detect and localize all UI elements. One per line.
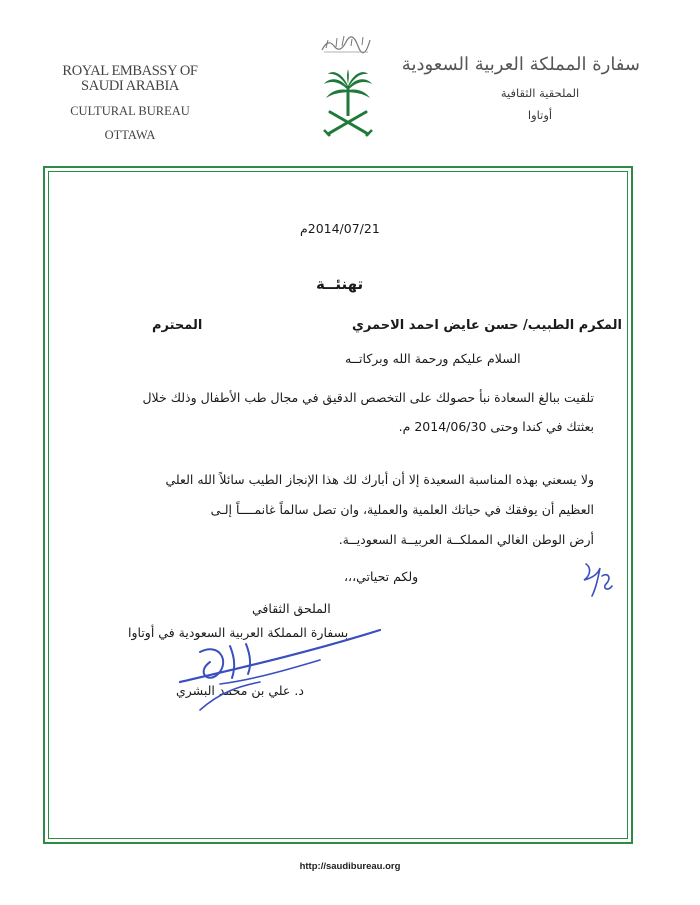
letterhead-english <box>40 64 220 141</box>
paragraph-wishes <box>104 472 594 547</box>
bureau-name-arabic: الملحقية الثقافية <box>500 86 580 100</box>
calligraphy-mark-icon <box>318 32 374 54</box>
letterhead-arabic <box>401 54 640 122</box>
signatory-title: الملحق الثقافي <box>252 601 331 616</box>
embassy-name-arabic: سفارة المملكة العربية السعودية <box>401 54 640 75</box>
closing-line: ولكم تحياتي،،، <box>344 569 419 584</box>
footer-url: http://saudibureau.org <box>299 861 401 872</box>
honorific: المحترم <box>152 318 203 333</box>
greeting-line: السلام عليكم ورحمة الله وبركاتــه <box>345 351 521 366</box>
saudi-emblem-icon <box>320 68 376 140</box>
city-arabic: أوتاوا <box>527 107 553 122</box>
city-english: OTTAWA <box>104 127 156 142</box>
paragraph-line: العظيم أن يوفقك في حياتك العلمية والعملية، وان تصل سالماً غانمــــاً إلـى <box>210 502 594 517</box>
handwritten-signature-icon <box>160 622 390 712</box>
letter-heading: تهنئــة <box>316 275 364 293</box>
addressee-line: المكرم الطبيب/ حسن عايض احمد الاحمري <box>352 318 622 333</box>
embassy-name-english: ROYAL EMBASSY OF SAUDI ARABIA <box>62 63 198 94</box>
paragraph-line: تلقيت ببالغ السعادة نبأ حصولك على التخصص الدقيق في مجال طب الأطفال وذلك خلال <box>142 390 594 405</box>
handwritten-initials-icon <box>578 558 618 600</box>
bureau-name-english: CULTURAL BUREAU <box>70 104 190 118</box>
paragraph-line: أرض الوطن الغالي المملكــة العربيــة السعوديــة. <box>338 532 594 547</box>
signatory-name: د. علي بن محمد البشري <box>176 683 304 698</box>
signatory-organization: بسفارة المملكة العربية السعودية في أوتاوا <box>128 625 349 640</box>
paragraph-line: بعثتك في كندا وحتى 2014/06/30 م. <box>398 419 594 434</box>
letter-date: 2014/07/21م <box>300 221 380 236</box>
paragraph-congratulation <box>104 390 594 434</box>
paragraph-line: ولا يسعني بهذه المناسبة السعيدة إلا أن أبارك لك هذا الإنجاز الطيب سائلاً الله العلي <box>165 472 594 487</box>
